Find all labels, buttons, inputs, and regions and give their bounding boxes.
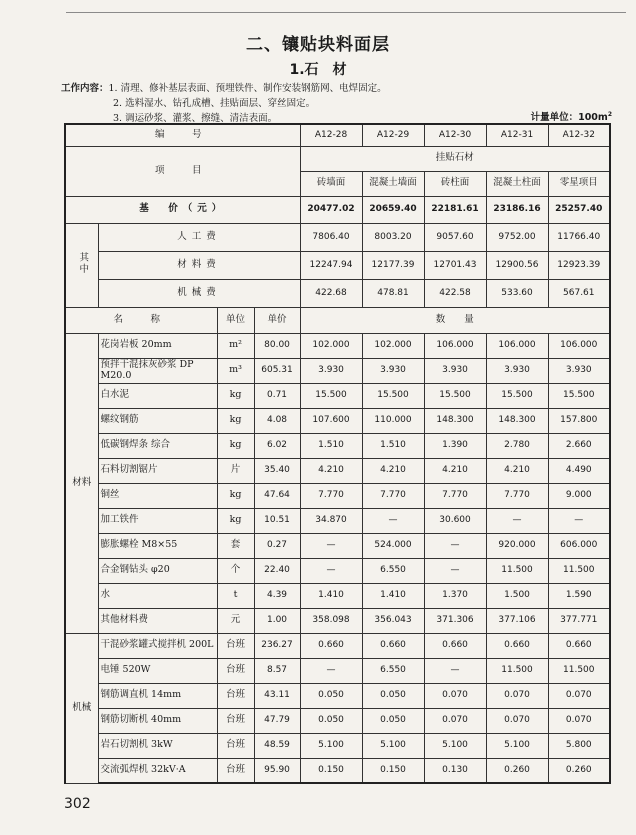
quantity-cell: 1.390 <box>424 433 486 458</box>
quantity-header: 数 量 <box>300 307 610 333</box>
quantity-cell: 106.000 <box>548 333 610 358</box>
code-cell: A12-32 <box>548 124 610 146</box>
quantity-cell: 106.000 <box>486 333 548 358</box>
cost-cell: 12900.56 <box>486 251 548 279</box>
resource-price: 1.00 <box>254 608 300 633</box>
quantity-cell: — <box>486 508 548 533</box>
quantity-cell: 3.930 <box>548 358 610 383</box>
quantity-cell: — <box>424 533 486 558</box>
item-cell: 零星项目 <box>548 171 610 196</box>
resource-name: 螺纹钢筋 <box>98 408 217 433</box>
material-row <box>65 383 610 408</box>
cost-cell: 533.60 <box>486 279 548 307</box>
quantity-cell: — <box>424 658 486 683</box>
quantity-cell: 0.660 <box>362 633 424 658</box>
item-cell: 混凝土柱面 <box>486 171 548 196</box>
machinery-row <box>65 683 610 708</box>
quantity-cell: 4.210 <box>300 458 362 483</box>
cost-cell: 9057.60 <box>424 223 486 251</box>
quantity-cell: 0.070 <box>548 683 610 708</box>
resource-price: 43.11 <box>254 683 300 708</box>
code-cell: A12-28 <box>300 124 362 146</box>
resource-name: 花岗岩板 20mm <box>98 333 217 358</box>
resource-name: 膨胀螺栓 M8×55 <box>98 533 217 558</box>
cost-cell: 9752.00 <box>486 223 548 251</box>
resource-name: 白水泥 <box>98 383 217 408</box>
resource-name: 钢筋调直机 14mm <box>98 683 217 708</box>
quantity-cell: — <box>548 508 610 533</box>
resource-unit: 台班 <box>217 683 254 708</box>
cost-label: 人工费 <box>98 223 300 251</box>
resource-name-header: 名 称 <box>65 307 217 333</box>
quantity-cell: 15.500 <box>424 383 486 408</box>
quantity-cell: 4.210 <box>486 458 548 483</box>
quantity-cell: 1.510 <box>362 433 424 458</box>
material-row <box>65 483 610 508</box>
quantity-cell: 524.000 <box>362 533 424 558</box>
resource-name: 水 <box>98 583 217 608</box>
item-label: 项 目 <box>65 146 300 196</box>
machinery-row <box>65 733 610 758</box>
resource-unit: 元 <box>217 608 254 633</box>
resource-price: 6.02 <box>254 433 300 458</box>
quantity-cell: 0.150 <box>300 758 362 783</box>
section-title: 二、镶贴块料面层 <box>246 35 390 55</box>
material-row <box>65 458 610 483</box>
quantity-cell: 7.770 <box>300 483 362 508</box>
quantity-cell: 15.500 <box>300 383 362 408</box>
resource-price: 0.71 <box>254 383 300 408</box>
quantity-cell: — <box>424 558 486 583</box>
quantity-cell: 0.660 <box>424 633 486 658</box>
resource-unit: 台班 <box>217 658 254 683</box>
cost-cell: 12701.43 <box>424 251 486 279</box>
resource-name: 干混砂浆罐式搅拌机 200L <box>98 633 217 658</box>
work-content-line-2: 2. 选料湿水、钻孔成槽、挂贴面层、穿丝固定。 <box>113 98 316 109</box>
subsection-title: 1.石 材 <box>289 62 347 78</box>
quantity-cell: 2.780 <box>486 433 548 458</box>
resource-unit: kg <box>217 408 254 433</box>
resource-name: 其他材料费 <box>98 608 217 633</box>
machinery-label: 机械 <box>65 633 98 783</box>
resource-unit: t <box>217 583 254 608</box>
resource-price: 22.40 <box>254 558 300 583</box>
resource-name: 低碳钢焊条 综合 <box>98 433 217 458</box>
quantity-cell: 0.260 <box>486 758 548 783</box>
quantity-cell: 0.660 <box>300 633 362 658</box>
quantity-cell: 148.300 <box>486 408 548 433</box>
machinery-row <box>65 758 610 783</box>
quantity-cell: 0.260 <box>548 758 610 783</box>
quantity-cell: 11.500 <box>486 658 548 683</box>
item-cell: 砖墙面 <box>300 171 362 196</box>
quantity-cell: 0.070 <box>486 708 548 733</box>
top-rule <box>66 12 626 13</box>
resource-price-header: 单价 <box>254 307 300 333</box>
quantity-cell: 3.930 <box>362 358 424 383</box>
base-price-label: 基 价（元） <box>65 196 300 223</box>
quantity-cell: 148.300 <box>424 408 486 433</box>
cost-label: 机械费 <box>98 279 300 307</box>
base-price-cell: 20659.40 <box>362 196 424 223</box>
quantity-cell: 1.510 <box>300 433 362 458</box>
quantity-cell: 4.210 <box>362 458 424 483</box>
quantity-cell: 0.070 <box>424 708 486 733</box>
cost-cell: 422.58 <box>424 279 486 307</box>
materials-label: 材料 <box>65 333 98 633</box>
material-row <box>65 533 610 558</box>
base-price-cell: 23186.16 <box>486 196 548 223</box>
quantity-cell: 110.000 <box>362 408 424 433</box>
quantity-cell: 1.590 <box>548 583 610 608</box>
item-cell: 混凝土墙面 <box>362 171 424 196</box>
quantity-cell: 2.660 <box>548 433 610 458</box>
resource-unit-header: 单位 <box>217 307 254 333</box>
resource-name: 石料切割锯片 <box>98 458 217 483</box>
code-cell: A12-30 <box>424 124 486 146</box>
quantity-cell: 15.500 <box>486 383 548 408</box>
cost-cell: 422.68 <box>300 279 362 307</box>
resource-header-row <box>65 307 610 333</box>
resource-price: 47.64 <box>254 483 300 508</box>
quantity-cell: 7.770 <box>362 483 424 508</box>
quantity-cell: 5.100 <box>486 733 548 758</box>
quantity-cell: 4.490 <box>548 458 610 483</box>
cost-row <box>65 279 610 307</box>
resource-unit: m² <box>217 333 254 358</box>
quantity-cell: 5.100 <box>300 733 362 758</box>
quantity-cell: 1.410 <box>300 583 362 608</box>
cost-label: 材料费 <box>98 251 300 279</box>
quantity-cell: 0.070 <box>486 683 548 708</box>
resource-price: 48.59 <box>254 733 300 758</box>
resource-unit: 个 <box>217 558 254 583</box>
quantity-cell: 3.930 <box>300 358 362 383</box>
resource-unit: m³ <box>217 358 254 383</box>
quantity-cell: 356.043 <box>362 608 424 633</box>
quantity-cell: 15.500 <box>548 383 610 408</box>
resource-name: 钢筋切断机 40mm <box>98 708 217 733</box>
quantity-cell: 30.600 <box>424 508 486 533</box>
quantity-cell: 0.070 <box>424 683 486 708</box>
quantity-cell: 107.600 <box>300 408 362 433</box>
quantity-cell: 377.771 <box>548 608 610 633</box>
quantity-cell: 0.050 <box>300 683 362 708</box>
cost-cell: 7806.40 <box>300 223 362 251</box>
resource-name: 合金钢钻头 φ20 <box>98 558 217 583</box>
quantity-cell: 0.130 <box>424 758 486 783</box>
measurement-unit: 计量单位：$100m^2$ <box>530 110 612 123</box>
resource-unit: kg <box>217 433 254 458</box>
quantity-cell: 377.106 <box>486 608 548 633</box>
material-row <box>65 508 610 533</box>
quota-table <box>64 123 611 784</box>
resource-name: 岩石切割机 3kW <box>98 733 217 758</box>
quantity-cell: 0.050 <box>362 708 424 733</box>
code-label: 编 号 <box>65 124 300 146</box>
material-row <box>65 433 610 458</box>
quantity-cell: 1.370 <box>424 583 486 608</box>
cost-cell: 11766.40 <box>548 223 610 251</box>
qizhong-label: 其中 <box>65 223 98 307</box>
cost-row <box>65 251 610 279</box>
group-row <box>65 146 610 171</box>
cost-cell: 478.81 <box>362 279 424 307</box>
work-content-label: 工作内容： <box>61 83 109 94</box>
resource-price: 80.00 <box>254 333 300 358</box>
resource-unit: 台班 <box>217 708 254 733</box>
quantity-cell: 11.500 <box>486 558 548 583</box>
material-row <box>65 358 610 383</box>
code-cell: A12-31 <box>486 124 548 146</box>
machinery-row <box>65 658 610 683</box>
quantity-cell: 5.100 <box>362 733 424 758</box>
quantity-cell: — <box>362 508 424 533</box>
quantity-cell: 15.500 <box>362 383 424 408</box>
quantity-cell: 9.000 <box>548 483 610 508</box>
group-label: 挂贴石材 <box>300 146 610 171</box>
material-row <box>65 408 610 433</box>
resource-unit: 台班 <box>217 758 254 783</box>
resource-price: 47.79 <box>254 708 300 733</box>
resource-unit: kg <box>217 508 254 533</box>
quantity-cell: 0.660 <box>548 633 610 658</box>
resource-name: 加工铁件 <box>98 508 217 533</box>
resource-unit: kg <box>217 383 254 408</box>
base-price-row <box>65 196 610 223</box>
cost-row <box>65 223 610 251</box>
machinery-row <box>65 708 610 733</box>
item-cell: 砖柱面 <box>424 171 486 196</box>
resource-name: 交流弧焊机 32kV·A <box>98 758 217 783</box>
quantity-cell: 3.930 <box>486 358 548 383</box>
quantity-cell: 102.000 <box>362 333 424 358</box>
resource-price: 0.27 <box>254 533 300 558</box>
quantity-cell: 157.800 <box>548 408 610 433</box>
machinery-row <box>65 633 610 658</box>
quantity-cell: 606.000 <box>548 533 610 558</box>
cost-cell: 12923.39 <box>548 251 610 279</box>
quantity-cell: 0.070 <box>548 708 610 733</box>
material-row <box>65 558 610 583</box>
cost-cell: 12177.39 <box>362 251 424 279</box>
page-number: 302 <box>64 796 91 812</box>
base-price-cell: 25257.40 <box>548 196 610 223</box>
quantity-cell: 3.930 <box>424 358 486 383</box>
material-row <box>65 608 610 633</box>
resource-name: 铜丝 <box>98 483 217 508</box>
resource-price: 605.31 <box>254 358 300 383</box>
code-cell: A12-29 <box>362 124 424 146</box>
resource-price: 35.40 <box>254 458 300 483</box>
cost-cell: 8003.20 <box>362 223 424 251</box>
resource-unit: 套 <box>217 533 254 558</box>
resource-unit: 台班 <box>217 733 254 758</box>
quantity-cell: 0.050 <box>300 708 362 733</box>
quantity-cell: 5.800 <box>548 733 610 758</box>
resource-price: 4.39 <box>254 583 300 608</box>
quantity-cell: — <box>300 558 362 583</box>
quantity-cell: 11.500 <box>548 658 610 683</box>
quantity-cell: — <box>300 658 362 683</box>
resource-price: 8.57 <box>254 658 300 683</box>
quantity-cell: 6.550 <box>362 558 424 583</box>
quantity-cell: 11.500 <box>548 558 610 583</box>
quantity-cell: 0.050 <box>362 683 424 708</box>
quantity-cell: 371.306 <box>424 608 486 633</box>
material-row <box>65 583 610 608</box>
quantity-cell: — <box>300 533 362 558</box>
resource-unit: 片 <box>217 458 254 483</box>
resource-unit: kg <box>217 483 254 508</box>
quantity-cell: 7.770 <box>486 483 548 508</box>
quantity-cell: 102.000 <box>300 333 362 358</box>
quantity-cell: 1.410 <box>362 583 424 608</box>
quantity-cell: 0.150 <box>362 758 424 783</box>
code-row <box>65 124 610 146</box>
cost-cell: 12247.94 <box>300 251 362 279</box>
resource-unit: 台班 <box>217 633 254 658</box>
work-content-line-3: 3. 调运砂浆、灌浆、擦缝、清洁表面。 <box>113 113 278 124</box>
cost-cell: 567.61 <box>548 279 610 307</box>
material-row <box>65 333 610 358</box>
quantity-cell: 34.870 <box>300 508 362 533</box>
resource-price: 95.90 <box>254 758 300 783</box>
quantity-cell: 1.500 <box>486 583 548 608</box>
quantity-cell: 106.000 <box>424 333 486 358</box>
quantity-cell: 0.660 <box>486 633 548 658</box>
quantity-cell: 358.098 <box>300 608 362 633</box>
quantity-cell: 7.770 <box>424 483 486 508</box>
resource-price: 4.08 <box>254 408 300 433</box>
quantity-cell: 5.100 <box>424 733 486 758</box>
quantity-cell: 6.550 <box>362 658 424 683</box>
base-price-cell: 22181.61 <box>424 196 486 223</box>
resource-name: 电锤 520W <box>98 658 217 683</box>
work-content-line-1: 工作内容：1. 清理、修补基层表面、预埋铁件、制作安装钢筋网、电焊固定。 <box>61 83 387 94</box>
resource-price: 236.27 <box>254 633 300 658</box>
resource-price: 10.51 <box>254 508 300 533</box>
quantity-cell: 4.210 <box>424 458 486 483</box>
base-price-cell: 20477.02 <box>300 196 362 223</box>
quantity-cell: 920.000 <box>486 533 548 558</box>
resource-name: 预拌干混抹灰砂浆 DP M20.0 <box>98 358 217 383</box>
